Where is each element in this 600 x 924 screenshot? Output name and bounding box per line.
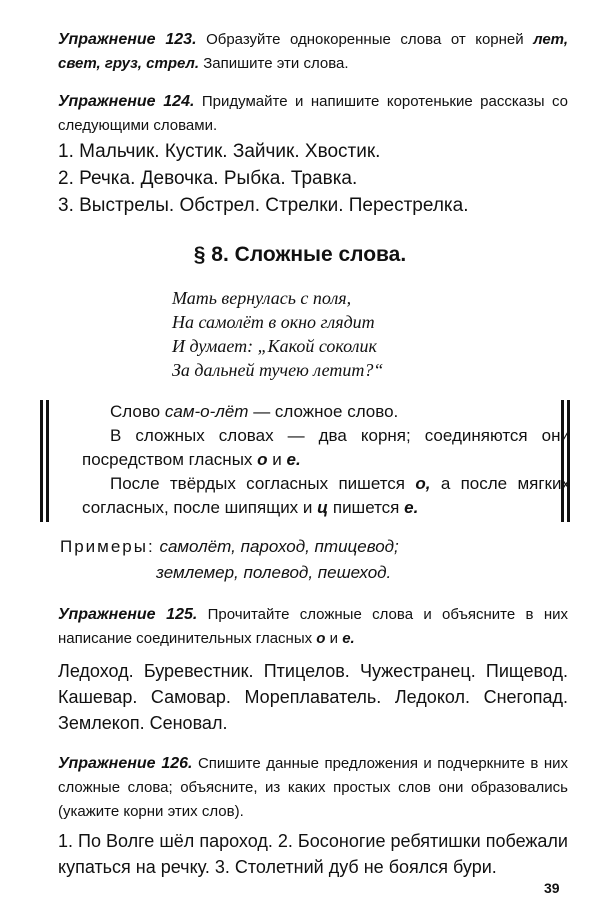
exercise-125-words [58,658,568,736]
rule-text-span: и [272,450,282,469]
exercise-125 [58,603,568,651]
exercise-126 [58,752,568,824]
rule-text-span: Слово [110,402,161,421]
exercise-123-label: Упражнение 123. [58,31,197,48]
rule-text-span: а после мягких согласных, после шипящих и [82,474,570,517]
rule-paragraph-1 [82,400,570,424]
rule-bar-left-inner [46,400,49,522]
exercise-126-instruction: Спишите данные предложения и подчеркните в них сложные слова; объясните, из каких простых слов они образовались (укажите корни этих слов). [58,755,568,820]
examples-line-2 [60,560,560,586]
rule-text-span: В сложных словах — два корня; соединяются они посредством гласных [82,426,570,469]
rule-box [40,400,570,522]
exercise-125-vowel: е. [342,630,355,647]
poem-line: И думает: „Какой соколик [172,336,377,356]
exercise-126-sentence-text: 1. По Волге шёл пароход. 2. Босоногие ребятишки побежали купаться на речку. 3. Столетний дуб не боялся бури. [58,831,568,877]
exercise-126-label: Упражнение 126. [58,755,193,772]
list-item: 3. Выстрелы. Обстрел. Стрелки. Перестрелка. [58,195,469,216]
exercise-125-text [58,603,568,651]
rule-bar-left [40,400,43,522]
list-item: 1. Мальчик. Кустик. Зайчик. Хвостик. [58,141,381,162]
poem-line: Мать вернулась с поля, [172,288,352,308]
rule-vowel: е. [404,498,419,517]
page-number: 39 [544,880,560,896]
examples-label: Примеры: [60,537,155,556]
exercise-124-text [58,90,568,138]
section-heading: § 8. Сложные слова. [193,243,407,266]
rule-vowel: о [257,450,268,469]
list-item: 2. Речка. Девочка. Рыбка. Травка. [58,168,358,189]
poem [172,286,383,382]
exercise-123-instruction: Образуйте однокоренные слова от корней [206,31,524,48]
exercise-124 [58,90,568,138]
poem-line: На самолёт в окно глядит [172,312,375,332]
rule-text-span: После твёрдых согласных пишется [110,474,406,493]
rule-text-span: — сложное слово. [253,402,399,421]
exercise-124-label: Упражнение 124. [58,93,195,110]
exercise-125-word-list: Ледоход. Буревестник. Птицелов. Чужестранец. Пищевод. Кашевар. Самовар. Мореплаватель. Ледокол. Снегопад. Землекоп. Сеновал. [58,661,568,733]
exercise-124-list [58,138,568,219]
rule-paragraph-2 [82,424,570,472]
rule-example-word: сам-о-лёт [164,402,249,421]
rule-text-span: пишется [332,498,400,517]
exercise-126-sentences [58,828,568,880]
exercise-125-instruction: Прочитайте сложные слова и объясните в них написание соединительных гласных [58,606,568,647]
exercise-125-vowel: о [316,630,326,647]
exercise-125-conj: и [329,630,339,647]
exercise-123 [58,28,568,76]
rule-paragraph-3 [82,472,570,520]
exercise-125-label: Упражнение 125. [58,606,198,623]
rule-vowel: е. [286,450,301,469]
rule-vowel: о, [415,474,431,493]
examples [60,534,560,586]
rule-consonant: ц [317,498,329,517]
exercise-123-text [58,28,568,76]
exercise-123-roots: лет, свет, груз, стрел. [58,31,568,72]
examples-words-1: самолёт, пароход, птицевод; [159,537,399,556]
rule-text [82,400,570,520]
poem-line: За дальней тучею летит?“ [172,360,384,380]
examples-words-2: землемер, полевод, пешеход. [156,563,392,582]
exercise-126-text [58,752,568,824]
exercise-124-instruction: Придумайте и напишите коротенькие рассказы со следующими словами. [58,93,569,134]
exercise-123-instruction-2: Запишите эти слова. [203,55,349,72]
examples-line-1 [60,534,560,560]
